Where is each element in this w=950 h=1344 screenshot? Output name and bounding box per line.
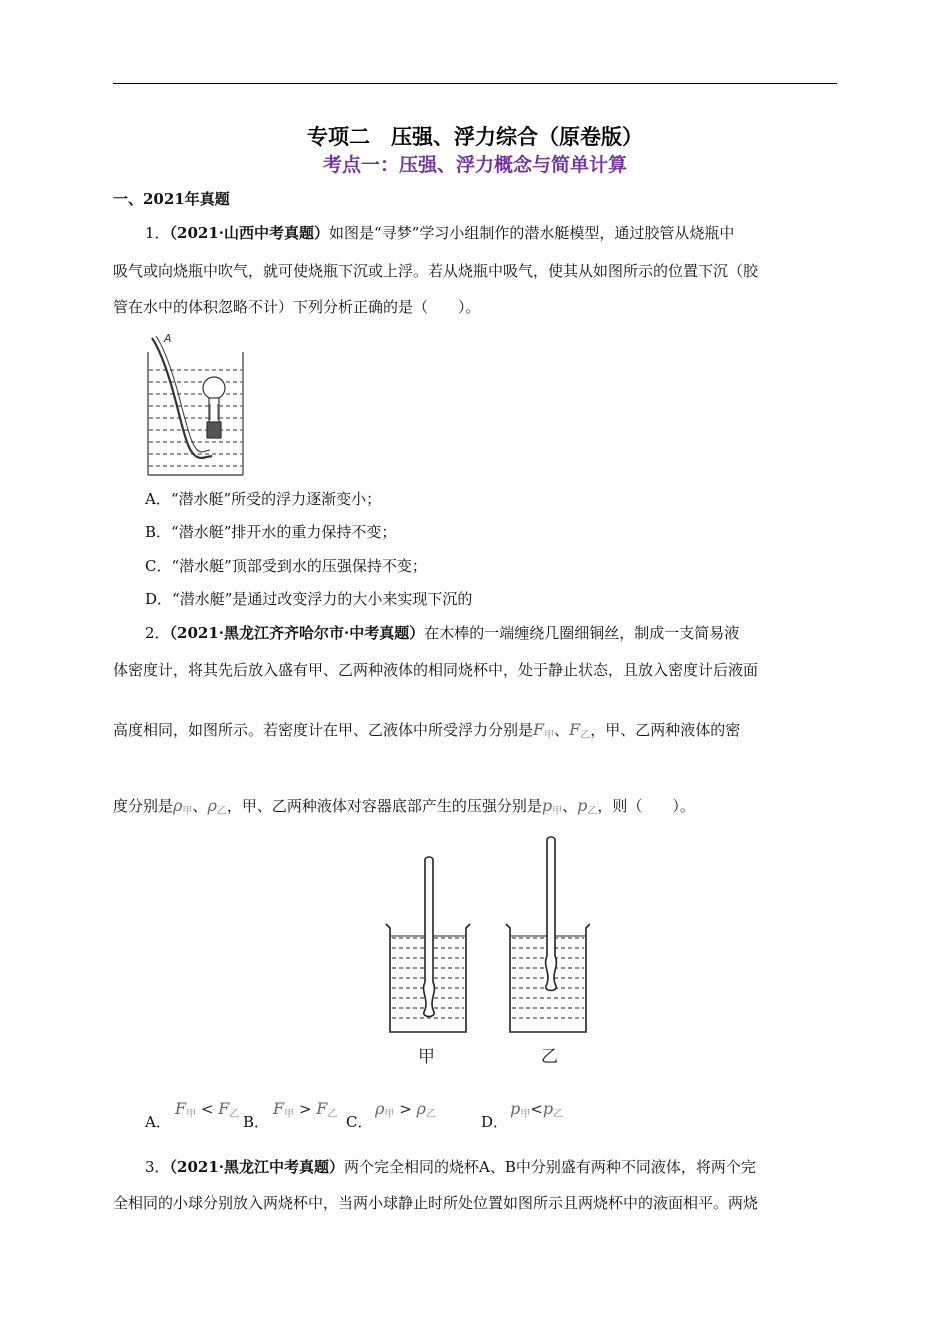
- q2-option-c-expr: $\rho_甲 > \rho_乙$: [375, 1099, 436, 1120]
- q1-line1: 1．（2021·山西中考真题）如图是“寻梦”学习小组制作的潜水艇模型，通过胶管从烧瓶中: [145, 224, 735, 242]
- q1-line3: 管在水中的体积忽略不计）下列分析正确的是（ ）。: [113, 298, 481, 316]
- q2-option-d-expr: $p_甲<p_乙$: [510, 1099, 564, 1120]
- hydrometer-figure: [380, 832, 590, 1072]
- q3-line1: 3．（2021·黑龙江中考真题）两个完全相同的烧杯A、B中分别盛有两种不同液体，将两个完: [145, 1158, 756, 1176]
- q3-line2: 全相同的小球分别放入两烧杯中，当两小球静止时所处位置如图所示且两烧杯中的液面相平。两烧: [113, 1194, 759, 1212]
- section-heading: 一、2021年真题: [113, 190, 230, 208]
- q2-line2: 体密度计，将其先后放入盛有甲、乙两种液体的相同烧杯中，处于静止状态，且放入密度计后液面: [113, 661, 759, 679]
- q2-line3: 高度相同，如图所示。若密度计在甲、乙液体中所受浮力分别是$F_甲$、$F_乙$，甲、乙两种液体的密: [113, 720, 741, 741]
- q1-option-a: A．“潜水艇”所受的浮力逐渐变小；: [145, 490, 382, 508]
- figure-label-jia: 甲: [418, 1047, 435, 1067]
- q2-option-a: A．: [145, 1113, 171, 1131]
- header-rule: [113, 83, 837, 84]
- section-subtitle: 考点一：压强、浮力概念与简单计算: [322, 154, 627, 176]
- q2-option-c: C．: [346, 1113, 373, 1131]
- q1-line2: 吸气或向烧瓶中吹气，就可使烧瓶下沉或上浮。若从烧瓶中吸气，使其从如图所示的位置下沉（胶: [113, 262, 759, 280]
- q1-option-c: C．“潜水艇”顶部受到水的压强保持不变；: [145, 557, 427, 575]
- q2-line4: 度分别是$\rho_甲$、$\rho_乙$，甲、乙两种液体对容器底部产生的压强分别是$p_甲$、$p_乙$，则（ ）。: [113, 796, 695, 817]
- page-title: 专项二 压强、浮力综合（原卷版）: [307, 124, 643, 149]
- q2-option-b: B．: [243, 1113, 270, 1131]
- figure-label-yi: 乙: [541, 1047, 558, 1067]
- q2-line1: 2．（2021·黑龙江齐齐哈尔市·中考真题）在木棒的一端缠绕几圈细铜丝，制成一支简易液: [145, 624, 740, 642]
- q1-option-d: D．“潜水艇”是通过改变浮力的大小来实现下沉的: [145, 590, 473, 608]
- submarine-figure: [140, 330, 250, 480]
- q1-option-b: B．“潜水艇”排开水的重力保持不变；: [145, 523, 397, 541]
- q2-option-b-expr: $F_甲 > F_乙$: [273, 1099, 338, 1120]
- figure-label-a: A: [164, 332, 172, 345]
- q2-option-d: D．: [481, 1113, 509, 1131]
- q2-option-a-expr: $F_甲 < F_乙$: [175, 1099, 240, 1120]
